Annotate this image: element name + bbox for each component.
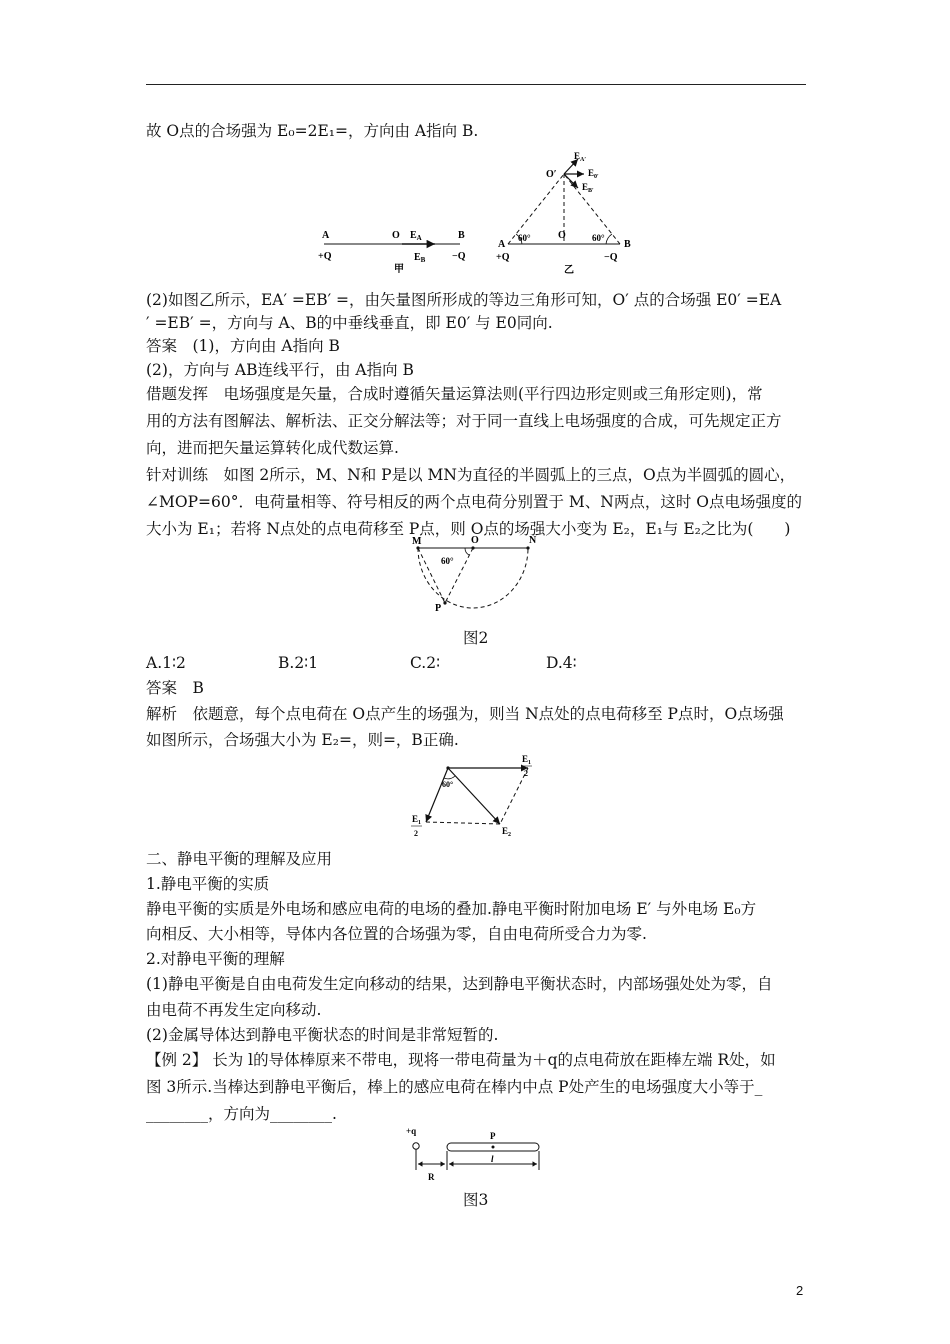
figure-2-caption: 图2 xyxy=(463,629,489,647)
figure-3-caption: 图3 xyxy=(463,1191,489,1209)
text-line: ∠MOP=60°．电荷量相等、符号相反的两个点电荷分别置于 M、N两点，这时 O点电场强度的 xyxy=(146,493,802,511)
fig3-charge xyxy=(413,1143,419,1149)
text-line: (2)金属导体达到静电平衡状态的时间是非常短暂的. xyxy=(146,1026,499,1044)
text-line: ________，方向为________. xyxy=(146,1105,337,1123)
fig2-label-n: N xyxy=(529,535,537,546)
jia-label-a: A xyxy=(322,230,330,241)
jia-label-eb: $E_B$ xyxy=(414,252,426,264)
fig2-label-m: M xyxy=(412,536,422,547)
vec-origin xyxy=(446,766,449,769)
yi-name: 乙 xyxy=(564,265,574,276)
yi-label-minus-q: −Q xyxy=(604,252,618,263)
vec-e2 xyxy=(448,768,500,824)
example-label: 【例 2】 长为 l的导体棒原来不带电，现将一带电荷量为＋q的点电荷放在距棒左端 R处，如 xyxy=(146,1051,776,1069)
yi-angle-right: 60° xyxy=(592,233,605,243)
fig2-label-o: O xyxy=(471,535,479,546)
figure-vector xyxy=(408,752,543,842)
fig3-label-q: +q xyxy=(406,1126,417,1136)
vec-label-e1-top: $E_1$ xyxy=(522,754,532,766)
subheading: 1.静电平衡的实质 xyxy=(146,875,270,893)
text-line: 针对训练 如图 2所示，M、N和 P是以 MN为直径的半圆弧上的三点，O点为半圆弧的圆心， xyxy=(146,466,796,484)
answer-label: 答案 (1)，方向由 A指向 B xyxy=(146,337,340,355)
yi-arrow-eb xyxy=(564,174,578,188)
text-line: (1)静电平衡是自由电荷发生定向移动的结果，达到静电平衡状态时，内部场强处处为零，自 xyxy=(146,975,773,993)
text-line: 借题发挥 电场强度是矢量，合成时遵循矢量运算法则(平行四边形定则或三角形定则)，常 xyxy=(146,385,763,403)
yi-label-a: A xyxy=(498,239,506,250)
yi-label-b: B xyxy=(624,239,631,250)
fig2-angle: 60° xyxy=(441,556,454,566)
vec-label-e1-bottom: $E_1$ xyxy=(412,814,422,826)
yi-dash-left xyxy=(508,174,564,244)
page-number: 2 xyxy=(796,1283,804,1298)
yi-angle-arc-right xyxy=(606,234,612,244)
vec-label-top-den: 2 xyxy=(524,769,528,778)
text-line: 用的方法有图解法、解析法、正交分解法等；对于同一直线上电场强度的合成，可先规定正方 xyxy=(146,412,782,430)
vec-angle: 60° xyxy=(442,780,454,789)
subheading: 2.对静电平衡的理解 xyxy=(146,950,285,968)
figure-1 xyxy=(310,145,650,280)
fig2-label-p: P xyxy=(435,603,442,614)
text-line: 由电荷不再发生定向移动. xyxy=(146,1001,322,1019)
vec-label-e2: $E_2$ xyxy=(502,826,512,838)
fig2-angle-arc xyxy=(465,548,469,555)
jia-label-ea: $E_A$ xyxy=(410,230,422,242)
option-b: B.2∶1 xyxy=(278,654,319,672)
text-line: 故 O点的合场强为 E₀=2E₁=，方向由 A指向 B. xyxy=(146,122,479,140)
yi-label-e0-prime: $E_{0'}$ xyxy=(588,168,599,180)
fig2-point-p xyxy=(443,601,446,604)
text-line: ′ =EB′ =，方向与 A、B的中垂线垂直，即 E0′ 与 E0同向. xyxy=(146,314,553,332)
vec-angle-arc xyxy=(444,776,455,779)
text-line: 如图所示，合场强大小为 E₂=，则=，B正确. xyxy=(146,731,459,749)
fig3-point-p xyxy=(492,1146,495,1149)
fig3-label-r: R xyxy=(428,1172,435,1182)
section-heading: 二、静电平衡的理解及应用 xyxy=(146,850,333,868)
text-line: 图 3所示.当棒达到静电平衡后，棒上的感应电荷在棒内中点 P处产生的电场强度大小等于_ xyxy=(146,1078,763,1096)
vec-dash-bottom xyxy=(426,822,500,824)
text-line: 向相反、大小相等，导体内各位置的合场强为零，自由电荷所受合力为零. xyxy=(146,925,647,943)
jia-label-minus-q: −Q xyxy=(452,251,466,262)
text-line: (2)如图乙所示，EA′ =EB′ =，由矢量图所形成的等边三角形可知，O′ 点的合场强 E0′ =EA xyxy=(146,291,782,309)
text-line: (2)，方向与 AB连线平行，由 A指向 B xyxy=(146,361,414,379)
jia-label-plus-q: +Q xyxy=(318,251,332,262)
yi-label-o-prime: O′ xyxy=(546,169,557,180)
jia-label-o: O xyxy=(392,230,400,241)
fig2-point-o xyxy=(471,546,474,549)
figure-2 xyxy=(405,535,555,623)
yi-label-eb-prime: $E_{B'}$ xyxy=(582,182,594,194)
option-a: A.1∶2 xyxy=(146,654,186,672)
fig3-label-l: l xyxy=(491,1154,494,1164)
text-line: 解析 依题意，每个点电荷在 O点产生的场强为，则当 N点处的点电荷移至 P点时，O点场强 xyxy=(146,705,784,723)
answer-label: 答案 B xyxy=(146,679,204,697)
yi-arrow-ea xyxy=(564,159,578,174)
yi-label-o: O xyxy=(558,230,566,241)
yi-label-plus-q: +Q xyxy=(496,252,510,263)
vec-label-bot-den: 2 xyxy=(414,829,418,838)
text-line: 静电平衡的实质是外电场和感应电荷的电场的叠加.静电平衡时附加电场 E′ 与外电场 E₀方 xyxy=(146,900,757,918)
yi-label-ea-prime: $E_{A'}$ xyxy=(574,151,587,163)
jia-name: 甲 xyxy=(394,264,404,275)
text-line: 向，进而把矢量运算转化成代数运算. xyxy=(146,439,399,457)
header-rule xyxy=(146,84,806,85)
jia-label-b: B xyxy=(458,230,465,241)
fig3-label-p: P xyxy=(490,1131,496,1141)
fig2-arc xyxy=(418,548,528,608)
yi-angle-left: 60° xyxy=(518,233,531,243)
option-c: C.2∶ xyxy=(410,654,441,672)
text-line: 大小为 E₁；若将 N点处的点电荷移至 P点，则 O点的场强大小变为 E₂，E₁与 E₂之比为( ) xyxy=(146,520,791,538)
vec-e1-bottom xyxy=(426,768,448,822)
figure-3 xyxy=(400,1124,560,1186)
option-d: D.4∶ xyxy=(546,654,577,672)
fig2-point-n xyxy=(526,546,529,549)
